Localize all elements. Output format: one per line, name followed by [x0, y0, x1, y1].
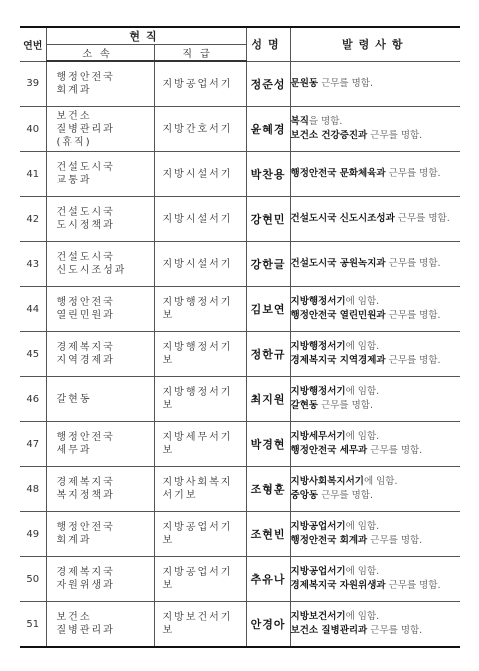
appointment-cell: [290, 512, 460, 557]
appointment-cell: [290, 287, 460, 332]
appointment-line: [291, 77, 461, 91]
header-appointment: 발령사항: [290, 27, 460, 61]
grade-cell: [154, 602, 246, 648]
appointment-emphasis: 갈현동: [290, 400, 319, 411]
appointment-text: 근무를 명함.: [318, 400, 373, 411]
serial-number: 45: [20, 332, 46, 377]
table-row: [20, 61, 460, 107]
person-name: 정한규: [246, 332, 290, 377]
grade-cell: [154, 467, 246, 512]
appointment-emphasis: 문원동: [290, 77, 319, 89]
appointment-text: 에 임함.: [345, 521, 380, 532]
appointment-cell: [290, 557, 460, 602]
appointment-line: [291, 309, 461, 323]
appointment-line: [291, 295, 461, 309]
department-line: 건설도시국: [56, 162, 115, 173]
appointment-emphasis: 지방행정서기: [290, 296, 346, 307]
appointment-cell: [290, 197, 460, 242]
grade-cell: [154, 512, 246, 557]
serial-number: 49: [20, 512, 46, 557]
header-serial-number: 연번: [20, 27, 46, 61]
appointment-text: 근무를 명함.: [385, 258, 441, 269]
person-name: 조형훈: [246, 467, 290, 512]
appointment-line: [291, 340, 461, 354]
grade-line: 지방행정서기보: [162, 342, 233, 366]
table-row: [20, 377, 460, 422]
appointment-cell: [290, 467, 460, 512]
appointment-emphasis: 보건소 건강증진과: [290, 130, 368, 141]
grade-line: 지방행정서기보: [162, 297, 233, 321]
serial-number: 42: [20, 197, 46, 242]
serial-number: 39: [20, 61, 46, 107]
grade-line: 지방시설서기: [162, 258, 233, 270]
department-line: 도시정책과: [56, 220, 115, 231]
department-line: 보건소: [56, 110, 92, 122]
department-cell: [46, 557, 154, 602]
appointment-cell: [290, 422, 460, 467]
department-line: 보건소: [56, 612, 92, 623]
department-cell: [46, 107, 154, 152]
department-line: 행정안전국: [56, 297, 115, 308]
department-cell: [46, 197, 154, 242]
department-line: (휴직): [56, 136, 92, 148]
grade-line: 지방공업서기보: [162, 567, 233, 591]
header-current-position: 현직: [46, 27, 246, 45]
appointment-text: 에 임함.: [345, 566, 380, 577]
appointment-text: 근무를 명함.: [367, 625, 423, 636]
table-row: [20, 602, 460, 648]
appointment-text: 근무를 명함.: [367, 130, 423, 141]
grade-cell: [154, 242, 246, 287]
appointment-line: [291, 565, 461, 579]
grade-line: 지방세무서기보: [162, 432, 233, 456]
department-line: 신도시조성과: [56, 265, 127, 276]
department-line: 자원위생과: [56, 580, 115, 591]
person-name: 박경현: [246, 422, 290, 467]
grade-line: 지방시설서기: [162, 213, 233, 225]
appointment-cell: [290, 332, 460, 377]
appointment-line: [291, 624, 461, 638]
appointment-text: 근무를 명함.: [318, 490, 373, 501]
grade-line: 서기보: [162, 490, 198, 501]
department-line: 행정안전국: [56, 522, 115, 533]
appointment-emphasis: 지방공업서기: [290, 566, 346, 577]
appointment-text: 에 임함.: [345, 341, 380, 352]
department-line: 세무과: [56, 445, 92, 456]
appointment-text: 에 임함.: [363, 476, 398, 487]
table-row: [20, 242, 460, 287]
department-line: 회계과: [56, 535, 92, 546]
appointment-cell: [290, 377, 460, 422]
department-cell: [46, 152, 154, 197]
serial-number: 43: [20, 242, 46, 287]
table-row: [20, 332, 460, 377]
serial-number: 40: [20, 107, 46, 152]
table-row: [20, 422, 460, 467]
appointment-line: [291, 579, 461, 593]
appointment-text: 에 임함.: [345, 296, 380, 307]
grade-line: 지방보건서기보: [162, 612, 233, 636]
grade-cell: [154, 332, 246, 377]
grade-cell: [154, 422, 246, 467]
appointment-line: [291, 129, 461, 143]
appointment-line: [291, 354, 461, 368]
table-body: [20, 61, 460, 647]
person-name: 강한글: [246, 242, 290, 287]
appointment-line: [291, 115, 461, 129]
grade-line: 지방간호서기: [162, 123, 233, 135]
appointment-line: [291, 167, 461, 181]
appointment-line: [291, 212, 461, 226]
appointment-emphasis: 건설도시국 신도시조성과: [290, 213, 395, 224]
serial-number: 46: [20, 377, 46, 422]
grade-cell: [154, 197, 246, 242]
appointment-text: 근무를 명함.: [367, 445, 423, 456]
department-cell: [46, 377, 154, 422]
table-row: [20, 512, 460, 557]
header-name: 성명: [246, 27, 290, 61]
appointment-emphasis: 지방세무서기: [290, 431, 346, 442]
department-line: 경제복지국: [56, 477, 115, 488]
department-cell: [46, 512, 154, 557]
person-name: 추유나: [246, 557, 290, 602]
appointment-emphasis: 지방공업서기: [290, 521, 346, 532]
person-name: 정준성: [246, 61, 290, 107]
department-line: 회계과: [56, 85, 92, 96]
appointment-line: [291, 444, 461, 458]
grade-cell: [154, 377, 246, 422]
appointment-emphasis: 행정안전국 문화체육과: [290, 168, 386, 179]
department-line: 열린민원과: [56, 310, 115, 321]
department-cell: [46, 61, 154, 107]
grade-cell: [154, 107, 246, 152]
appointment-cell: [290, 602, 460, 648]
department-cell: [46, 467, 154, 512]
appointment-line: [291, 534, 461, 548]
appointment-emphasis: 지방행정서기: [290, 386, 346, 397]
appointment-line: [291, 475, 461, 489]
department-line: 갈현동: [56, 393, 92, 405]
person-name: 조현빈: [246, 512, 290, 557]
table-row: [20, 152, 460, 197]
appointment-line: [291, 430, 461, 444]
appointment-emphasis: 보건소 질병관리과: [290, 625, 368, 636]
department-line: 복지정책과: [56, 490, 115, 501]
table-row: [20, 467, 460, 512]
grade-line: 지방행정서기보: [162, 387, 233, 411]
appointment-line: [291, 610, 461, 624]
department-cell: [46, 242, 154, 287]
appointment-text: 근무를 명함.: [385, 355, 441, 366]
department-line: 경제복지국: [56, 342, 115, 353]
table-row: [20, 197, 460, 242]
appointment-cell: [290, 242, 460, 287]
appointment-text: 에 임함.: [345, 386, 380, 397]
appointment-line: [291, 520, 461, 534]
department-line: 질병관리과: [56, 123, 115, 135]
appointment-cell: [290, 107, 460, 152]
department-line: 행정안전국: [56, 432, 115, 443]
department-line: 행정안전국: [56, 72, 115, 83]
header-grade: 직급: [154, 45, 246, 62]
appointment-text: 에 임함.: [345, 431, 380, 442]
person-name: 안경아: [246, 602, 290, 648]
department-line: 질병관리과: [56, 625, 115, 636]
grade-line: 지방공업서기보: [162, 522, 233, 546]
department-line: 교통과: [56, 175, 92, 186]
grade-line: 지방공업서기: [162, 78, 233, 90]
appointment-cell: [290, 61, 460, 107]
person-name: 최지원: [246, 377, 290, 422]
person-name: 박찬용: [246, 152, 290, 197]
appointment-emphasis: 행정안전국 세무과: [290, 445, 368, 456]
grade-cell: [154, 557, 246, 602]
grade-line: 지방시설서기: [162, 168, 233, 180]
appointment-cell: [290, 152, 460, 197]
appointment-emphasis: 지방보건서기: [290, 611, 346, 622]
appointment-emphasis: 행정안전국 열린민원과: [290, 310, 386, 321]
serial-number: 48: [20, 467, 46, 512]
appointment-line: [291, 257, 461, 271]
department-line: 건설도시국: [56, 252, 115, 263]
grade-cell: [154, 61, 246, 107]
appointment-emphasis: 지방사회복지서기: [290, 476, 364, 487]
table-row: [20, 557, 460, 602]
appointment-line: [291, 399, 461, 413]
appointment-emphasis: 행정안전국 회계과: [290, 535, 368, 546]
appointment-text: 근무를 명함.: [367, 535, 423, 546]
appointment-emphasis: 중앙동: [290, 490, 319, 501]
appointment-text: 근무를 명함.: [385, 168, 441, 179]
appointment-text: 근무를 명함.: [385, 580, 441, 591]
department-line: 건설도시국: [56, 207, 115, 218]
serial-number: 50: [20, 557, 46, 602]
header-row-top: [20, 27, 460, 45]
appointment-emphasis: 건설도시국 공원녹지과: [290, 258, 386, 269]
appointment-line: [291, 385, 461, 399]
appointment-text: 근무를 명함.: [394, 213, 450, 224]
department-line: 경제복지국: [56, 567, 115, 578]
grade-cell: [154, 287, 246, 332]
grade-cell: [154, 152, 246, 197]
appointment-emphasis: 지방행정서기: [290, 341, 346, 352]
serial-number: 44: [20, 287, 46, 332]
appointment-text: 근무를 명함.: [318, 77, 373, 89]
serial-number: 41: [20, 152, 46, 197]
appointment-text: 근무를 명함.: [385, 310, 441, 321]
appointment-text: 에 임함.: [345, 611, 380, 622]
department-cell: [46, 287, 154, 332]
person-name: 윤혜경: [246, 107, 290, 152]
personnel-table: [20, 26, 460, 648]
department-cell: [46, 422, 154, 467]
appointment-line: [291, 489, 461, 503]
table-row: [20, 287, 460, 332]
department-cell: [46, 602, 154, 648]
department-line: 지역경제과: [56, 355, 115, 366]
header-department: 소속: [46, 45, 154, 62]
grade-line: 지방사회복지: [162, 477, 233, 488]
person-name: 강현민: [246, 197, 290, 242]
serial-number: 51: [20, 602, 46, 648]
appointment-emphasis: 복직: [290, 116, 309, 127]
table-row: [20, 107, 460, 152]
appointment-emphasis: 경제복지국 지역경제과: [290, 355, 386, 366]
department-cell: [46, 332, 154, 377]
serial-number: 47: [20, 422, 46, 467]
appointment-emphasis: 경제복지국 자원위생과: [290, 580, 386, 591]
appointment-text: 을 명함.: [308, 116, 343, 127]
person-name: 김보연: [246, 287, 290, 332]
